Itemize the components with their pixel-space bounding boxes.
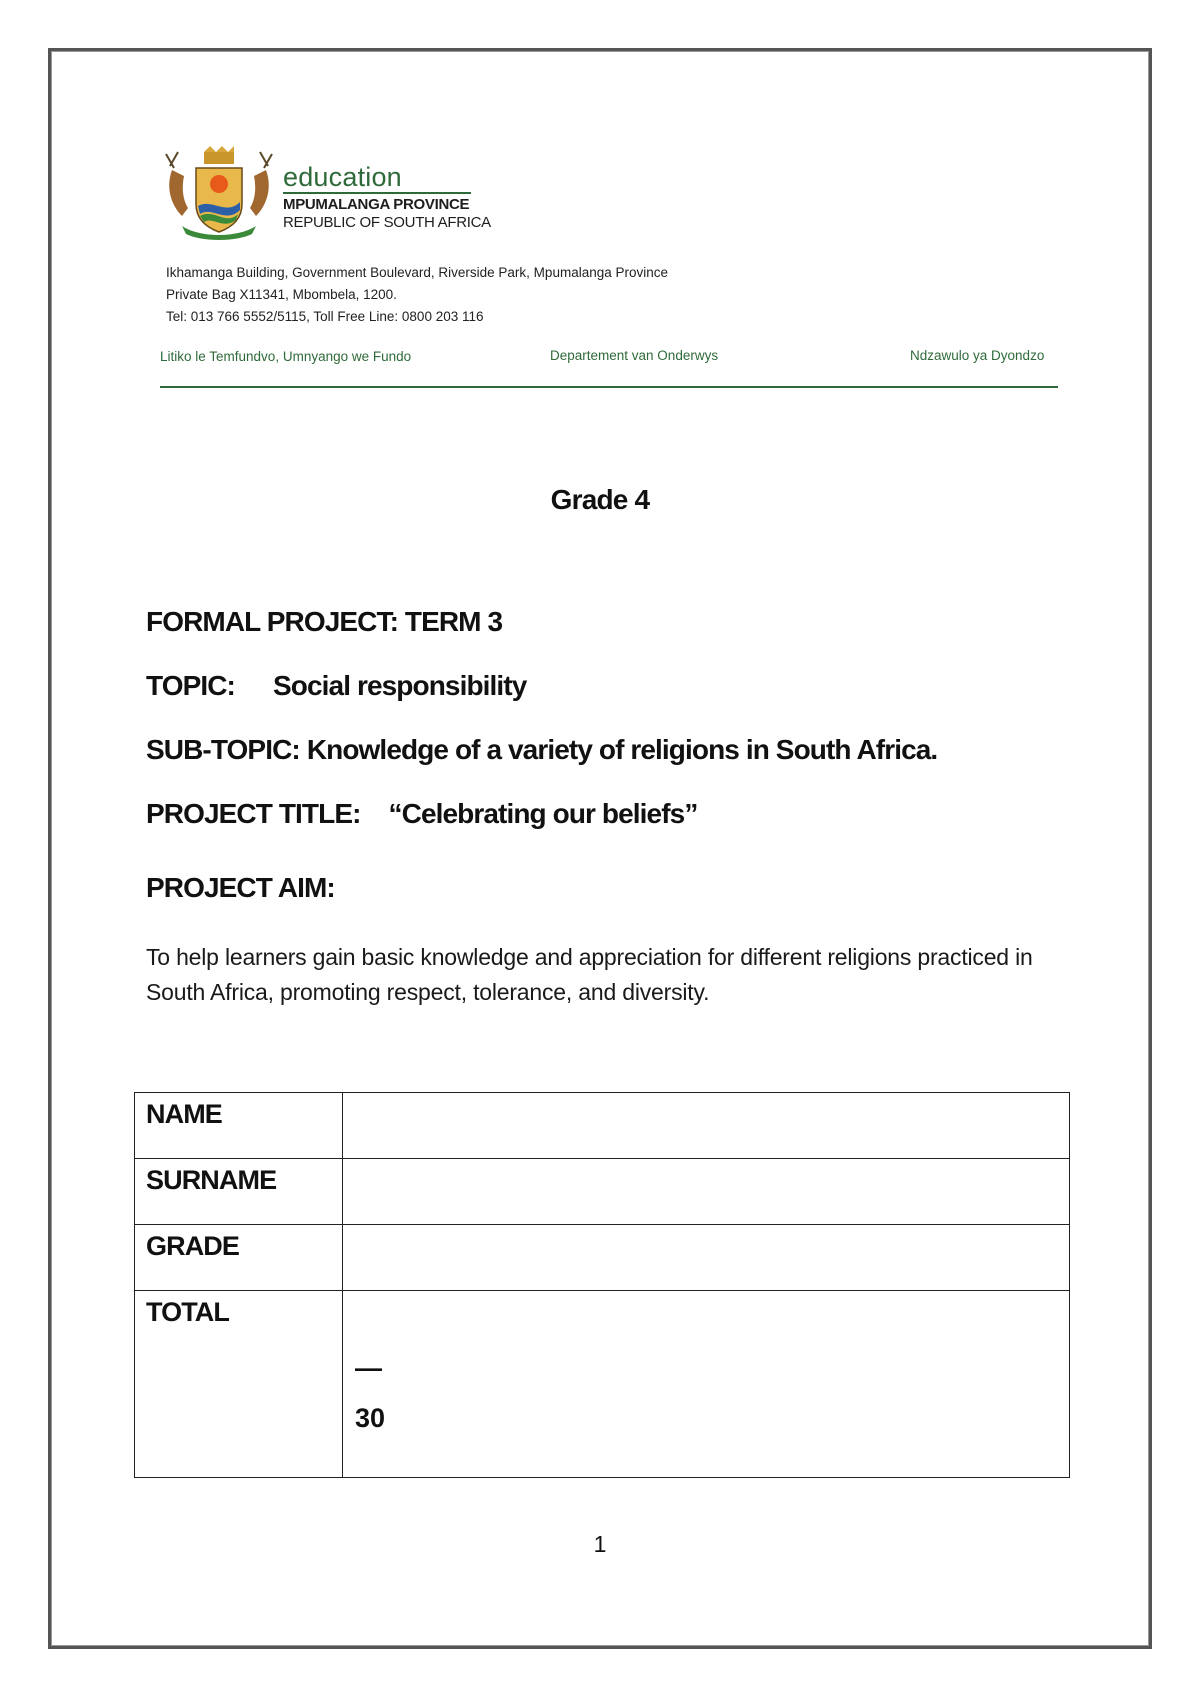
table-row xyxy=(135,1093,1070,1159)
language-name-xitsonga: Ndzawulo ya Dyondzo xyxy=(910,348,1045,363)
surname-label: SURNAME xyxy=(135,1159,343,1225)
surname-field[interactable] xyxy=(343,1159,1070,1225)
grade-field[interactable] xyxy=(343,1225,1070,1291)
topic-line xyxy=(146,670,526,702)
page-number: 1 xyxy=(593,1531,607,1557)
total-max-score: 30 xyxy=(355,1403,386,1433)
coat-of-arms-icon xyxy=(160,146,278,242)
subtopic-label: SUB-TOPIC: xyxy=(146,734,300,765)
name-field[interactable] xyxy=(343,1093,1070,1159)
topic-value: Social responsibility xyxy=(272,670,527,701)
language-name-afrikaans: Departement van Onderwys xyxy=(550,348,719,363)
department-name: education xyxy=(283,162,402,192)
project-aim-heading: PROJECT AIM: xyxy=(146,872,335,903)
total-score-line: — xyxy=(355,1353,382,1383)
total-field[interactable] xyxy=(343,1291,1070,1478)
address-line: Ikhamanga Building, Government Boulevard, Riverside Park, Mpumalanga Province xyxy=(166,265,669,280)
formal-project-heading: FORMAL PROJECT: TERM 3 xyxy=(146,606,503,637)
learner-info-table xyxy=(134,1092,1070,1478)
project-title-line xyxy=(146,798,697,830)
province-name: MPUMALANGA PROVINCE xyxy=(283,196,470,213)
grade-label: GRADE xyxy=(135,1225,343,1291)
table-row xyxy=(135,1225,1070,1291)
country-name: REPUBLIC OF SOUTH AFRICA xyxy=(283,214,491,231)
grade-heading: Grade 4 xyxy=(550,484,650,515)
project-title-value: “Celebrating our beliefs” xyxy=(388,798,698,829)
table-row xyxy=(135,1291,1070,1478)
address-line: Tel: 013 766 5552/5115, Toll Free Line: 0800 203 116 xyxy=(166,309,484,324)
name-label: NAME xyxy=(135,1093,343,1159)
table-row xyxy=(135,1159,1070,1225)
address-line: Private Bag X11341, Mbombela, 1200. xyxy=(166,287,397,302)
language-name-siswati: Litiko le Temfundvo, Umnyango we Fundo xyxy=(160,349,412,364)
subtopic-line xyxy=(146,734,937,766)
subtopic-value: Knowledge of a variety of religions in South Africa. xyxy=(306,734,938,765)
total-label: TOTAL xyxy=(135,1291,343,1478)
project-aim-text: To help learners gain basic knowledge and appreciation for different religions practiced in South Africa, promoting respect, tolerance, and diversity. xyxy=(146,944,1033,1005)
letterhead-divider xyxy=(160,386,1058,388)
department-underline xyxy=(283,192,471,194)
project-title-label: PROJECT TITLE: xyxy=(146,798,361,829)
topic-label: TOPIC: xyxy=(146,670,235,701)
